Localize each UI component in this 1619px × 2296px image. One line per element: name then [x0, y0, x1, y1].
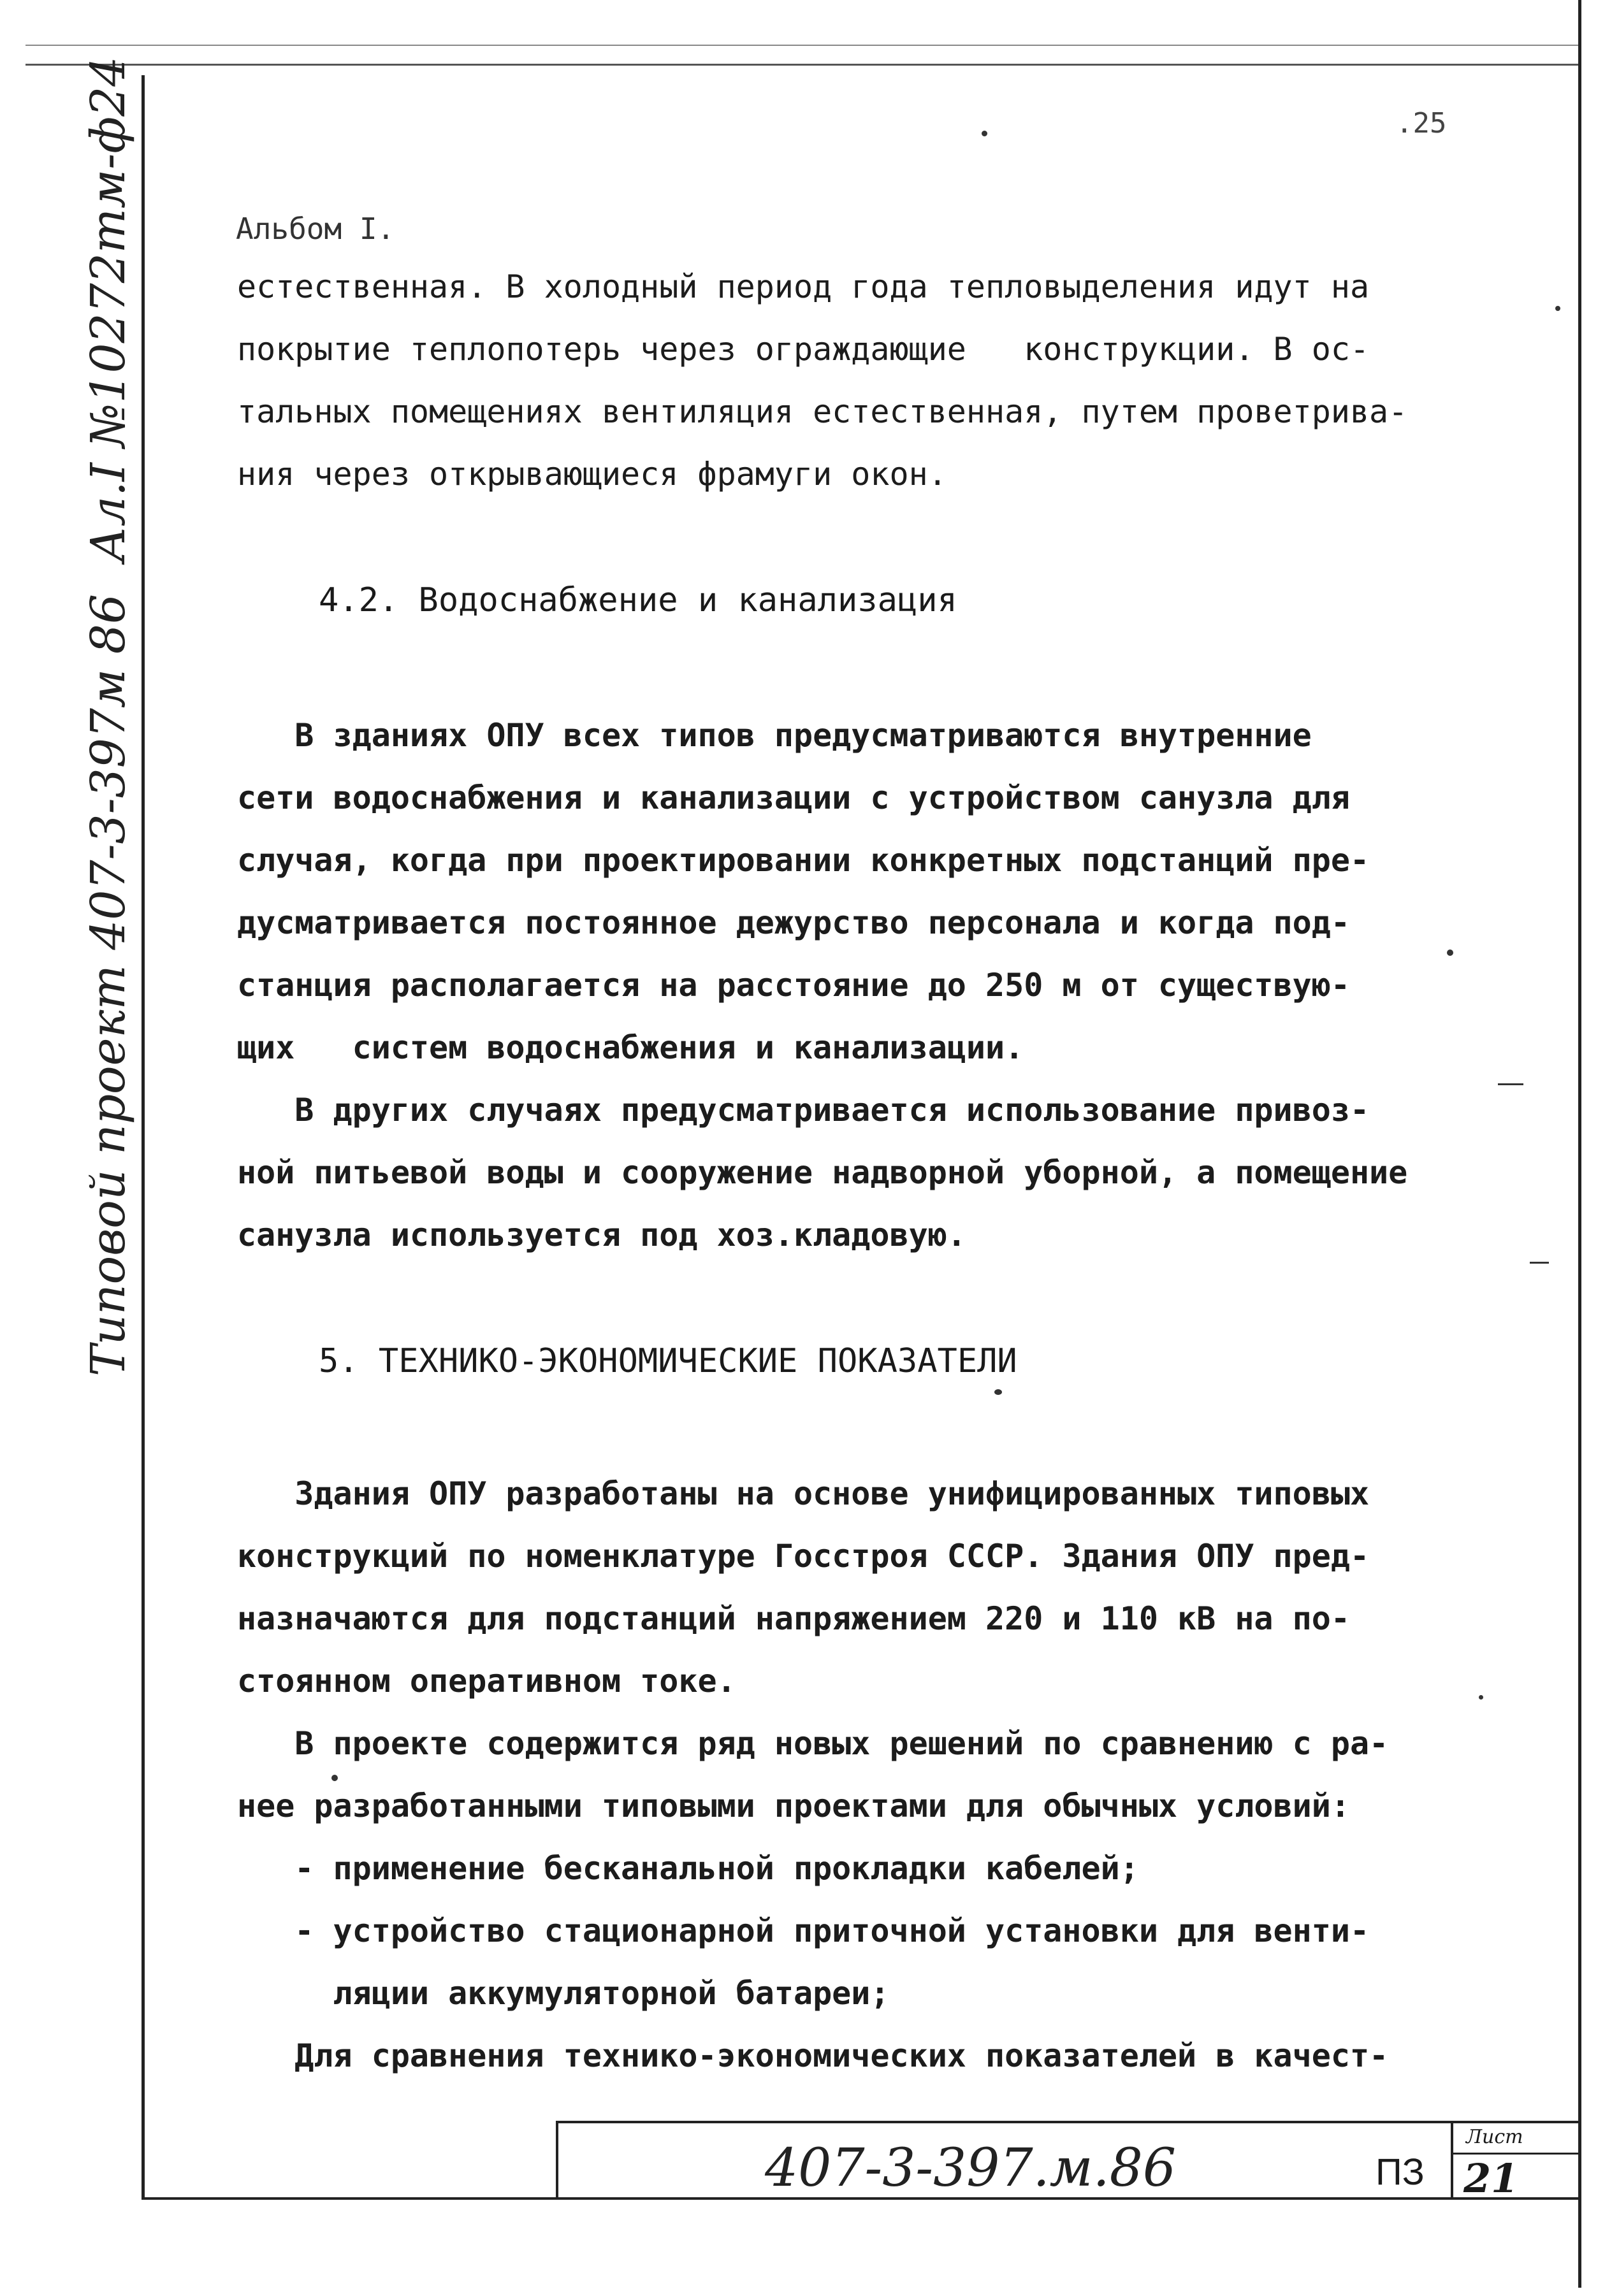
frame-right-line — [1578, 0, 1581, 2288]
text-line: ной питьевой воды и сооружение надворной уборной, а помещение — [237, 1154, 1408, 1191]
text-line: сети водоснабжения и канализации с устройством санузла для — [237, 779, 1350, 816]
section-heading-indicators: 5. ТЕХНИКО-ЭКОНОМИЧЕСКИЕ ПОКАЗАТЕЛИ — [319, 1342, 1017, 1380]
scan-speck — [1530, 1262, 1549, 1264]
text-line: ляции аккумуляторной батареи; — [237, 1975, 890, 2012]
scan-speck — [1498, 1083, 1523, 1085]
stamp-divider-left — [556, 2121, 558, 2197]
text-line: ния через открывающиеся фрамуги окон. — [237, 456, 947, 493]
text-line: нее разработанными типовыми проектами для обычных условий: — [237, 1787, 1350, 1824]
stamp-section-code: ПЗ — [1376, 2151, 1425, 2193]
stamp-sheet-number: 21 — [1463, 2155, 1519, 2202]
text-line: тальных помещениях вентиляция естественная, путем проветрива- — [237, 393, 1408, 430]
text-line: В зданиях ОПУ всех типов предусматриваются внутренние — [237, 717, 1312, 754]
stamp-document-code: 407-3-397.м.86 — [765, 2138, 1177, 2199]
text-line: естественная. В холодный период года тепловыделения идут на — [237, 268, 1370, 305]
scan-speck — [1479, 1695, 1483, 1700]
scan-speck — [994, 1389, 1002, 1395]
stamp-sheet-label: Лист — [1466, 2126, 1523, 2148]
text-line: станция располагается на расстояние до 250 м от существую- — [237, 967, 1350, 1004]
scan-speck — [1555, 306, 1560, 311]
sidebar-inscription — [70, 38, 147, 1376]
stamp-divider-right — [1451, 2121, 1453, 2197]
text-line: стоянном оперативном токе. — [237, 1663, 736, 1700]
text-line: покрытие теплопотерь через ограждающие конструкции. В ос- — [237, 331, 1370, 368]
album-title: Альбом I. — [236, 212, 395, 246]
scan-speck — [982, 131, 987, 136]
text-line: - применение бесканальной прокладки кабелей; — [237, 1850, 1139, 1887]
text-line: Здания ОПУ разработаны на основе унифицированных типовых — [237, 1475, 1370, 1512]
text-line: В других случаях предусматривается использование привоз- — [237, 1092, 1370, 1129]
text-line: случая, когда при проектировании конкретных подстанций пре- — [237, 842, 1370, 879]
text-line: Для сравнения технико-экономических показателей в качест- — [237, 2037, 1389, 2074]
text-line: дусматривается постоянное дежурство персонала и когда под- — [237, 904, 1350, 941]
stamp-top-line — [556, 2121, 1581, 2123]
text-line: конструкций по номенклатуре Госстроя СССР. Здания ОПУ пред- — [237, 1538, 1370, 1575]
page-number: .25 — [1396, 107, 1447, 140]
frame-top-line — [25, 64, 1581, 66]
sheet-label-divider — [1451, 2153, 1581, 2155]
text-line: санузла используется под хоз.кладовую. — [237, 1217, 966, 1253]
text-line: назначаются для подстанций напряжением 220 и 110 кВ на по- — [237, 1600, 1350, 1637]
frame-top-edge — [25, 45, 1581, 46]
section-heading-water-supply: 4.2. Водоснабжение и канализация — [319, 581, 957, 619]
text-line: - устройство стационарной приточной установки для венти- — [237, 1912, 1370, 1949]
sidebar-project-text: Типовой проект 407-3-397м 86 — [81, 594, 136, 1376]
text-line: В проекте содержится ряд новых решений по сравнению с ра- — [237, 1725, 1389, 1762]
sidebar-album-text: Ал.I №10272тм-ф24 — [81, 56, 136, 563]
text-line: щих систем водоснабжения и канализации. — [237, 1029, 1024, 1066]
